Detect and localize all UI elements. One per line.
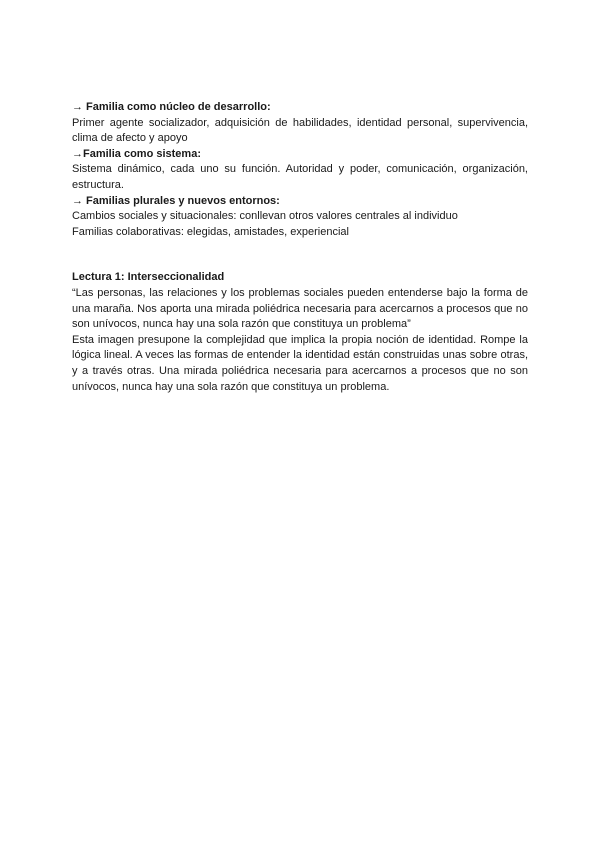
lectura-title: Lectura 1: Interseccionalidad — [72, 271, 225, 284]
familia-sistema-heading: →Familia como sistema: — [72, 147, 201, 160]
lectura-section — [72, 270, 528, 395]
familias-plurales-line-2: Familias colaborativas: elegidas, amistades, experiencial — [72, 225, 349, 238]
familia-nucleo-heading: → Familia como núcleo de desarrollo: — [72, 101, 271, 113]
section-spacer — [72, 240, 528, 270]
familia-sistema-text: Sistema dinámico, cada uno su función. Autoridad y poder, comunicación, organización, estructura. — [72, 163, 528, 191]
familia-section — [72, 100, 528, 240]
lectura-quote: “Las personas, las relaciones y los problemas sociales pueden entenderse bajo la forma de una maraña. Nos aporta una mirada poliédrica necesaria para acercarnos a procesos que no son unívocos, nunca hay una sola razón que constituya un problema” — [72, 286, 528, 331]
lectura-paragraph: Esta imagen presupone la complejidad que implica la propia noción de identidad. Rompe la lógica lineal. A veces las formas de entender la identidad están construidas unas sobre otras, y a través otras. Una mirada poliédrica necesaria para acercarnos a procesos que no son unívocos, nunca hay una sola razón que constituya un problema. — [72, 333, 528, 393]
familia-nucleo-text: Primer agente socializador, adquisición de habilidades, identidad personal, supervivencia, clima de afecto y apoyo — [72, 116, 528, 145]
document-body — [72, 100, 528, 395]
familias-plurales-heading: → Familias plurales y nuevos entornos: — [72, 194, 280, 207]
familias-plurales-line-1: Cambios sociales y situacionales: conllevan otros valores centrales al individuo — [72, 210, 458, 223]
